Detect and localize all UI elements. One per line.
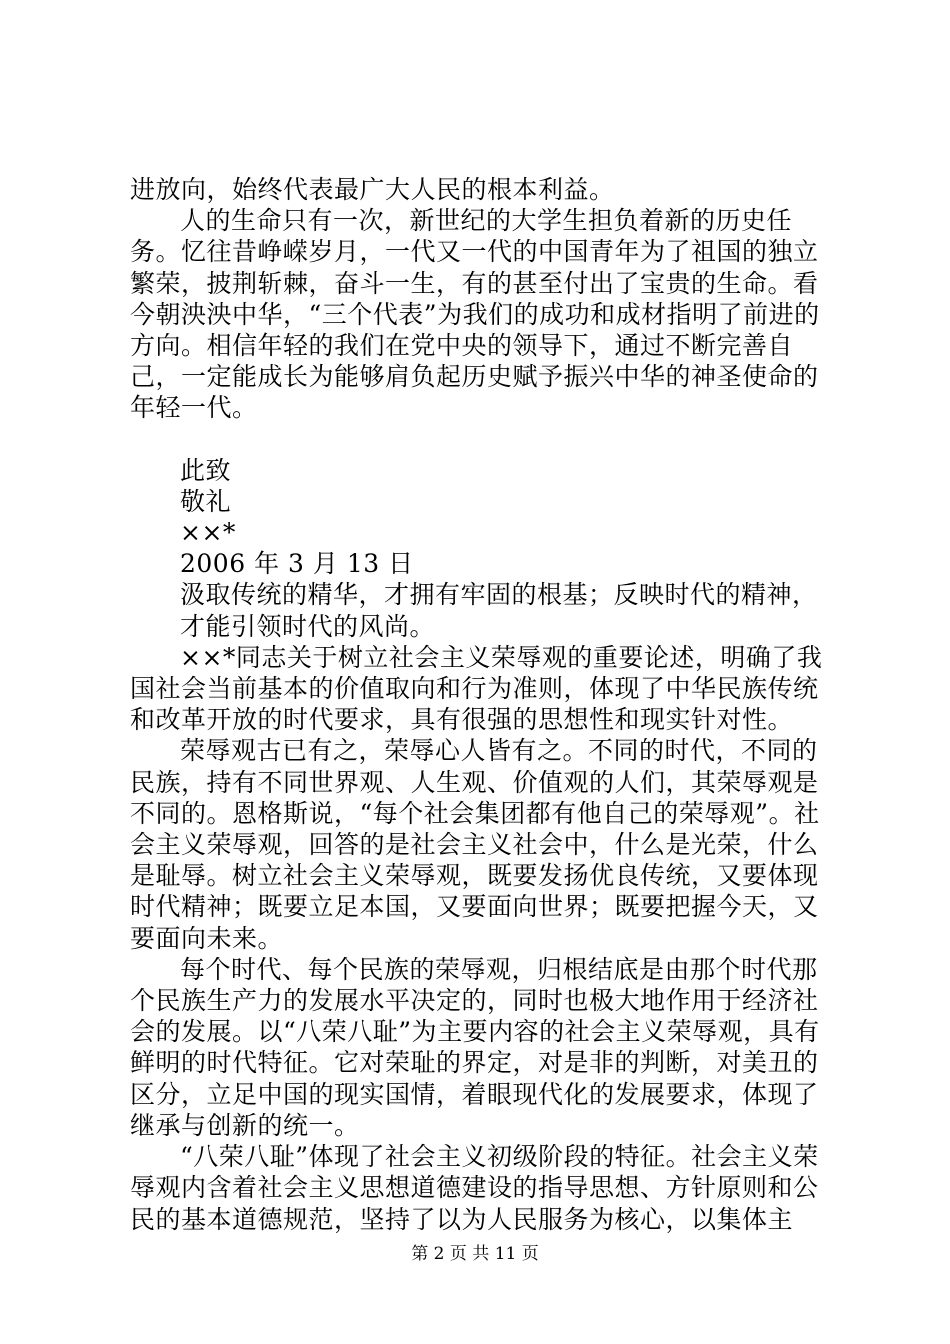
page-footer: [0, 1244, 950, 1264]
document-body: [130, 174, 842, 1235]
page-number: 第 2 页 共 11 页: [411, 1244, 539, 1264]
paragraph: ××*同志关于树立社会主义荣辱观的重要论述，明确了我国社会当前基本的价值取向和行为准则，体现了中华民族传统和改革开放的时代要求，具有很强的思想性和现实针对性。: [130, 642, 823, 735]
continuation-line: 进放向，始终代表最广大人民的根本利益。: [130, 175, 615, 204]
signature: ××*: [180, 518, 236, 548]
paragraph: “八荣八耻”体现了社会主义初级阶段的特征。社会主义荣辱观内含着社会主义思想道德建设的指导思想、方针原则和公民的基本道德规范，坚持了以为人民服务为核心，以集体主: [130, 1142, 819, 1234]
paragraph: 每个时代、每个民族的荣辱观，归根结底是由那个时代那个民族生产力的发展水平决定的，同时也极大地作用于经济社会的发展。以“八荣八耻”为主要内容的社会主义荣辱观，具有鲜明的时代特征。它对荣耻的界定，对是非的判断，对美丑的区分，立足中国的现实国情，着眼现代化的发展要求，体现了继承与创新的统一。: [130, 954, 820, 1140]
blank-line: [130, 424, 842, 455]
letter-date: 2006 年 3 月 13 日: [180, 549, 414, 579]
paragraph: 汲取传统的精华，才拥有牢固的根基；反映时代的精神，才能引领时代的风尚。: [180, 580, 818, 641]
closing-salutation: 此致: [180, 455, 232, 485]
closing-regards: 敬礼: [180, 486, 232, 516]
paragraph: 人的生命只有一次，新世纪的大学生担负着新的历史任务。忆往昔峥嵘岁月，一代又一代的中国青年为了祖国的独立繁荣，披荆斩棘，奋斗一生，有的甚至付出了宝贵的生命。看今朝泱泱中华，“三个代表”为我们的成功和成材指明了前进的方向。相信年轻的我们在党中央的领导下，通过不断完善自己，一定能成长为能够肩负起历史赋予振兴中华的神圣使命的年轻一代。: [130, 206, 820, 423]
paragraph: 荣辱观古已有之，荣辱心人皆有之。不同的时代，不同的民族，持有不同世界观、人生观、价值观的人们，其荣辱观是不同的。恩格斯说，“每个社会集团都有他自己的荣辱观”。社会主义荣辱观，回答的是社会主义社会中，什么是光荣，什么是耻辱。树立社会主义荣辱观，既要发扬优良传统，又要体现时代精神；既要立足本国，又要面向世界；既要把握今天，又要面向未来。: [130, 736, 820, 953]
